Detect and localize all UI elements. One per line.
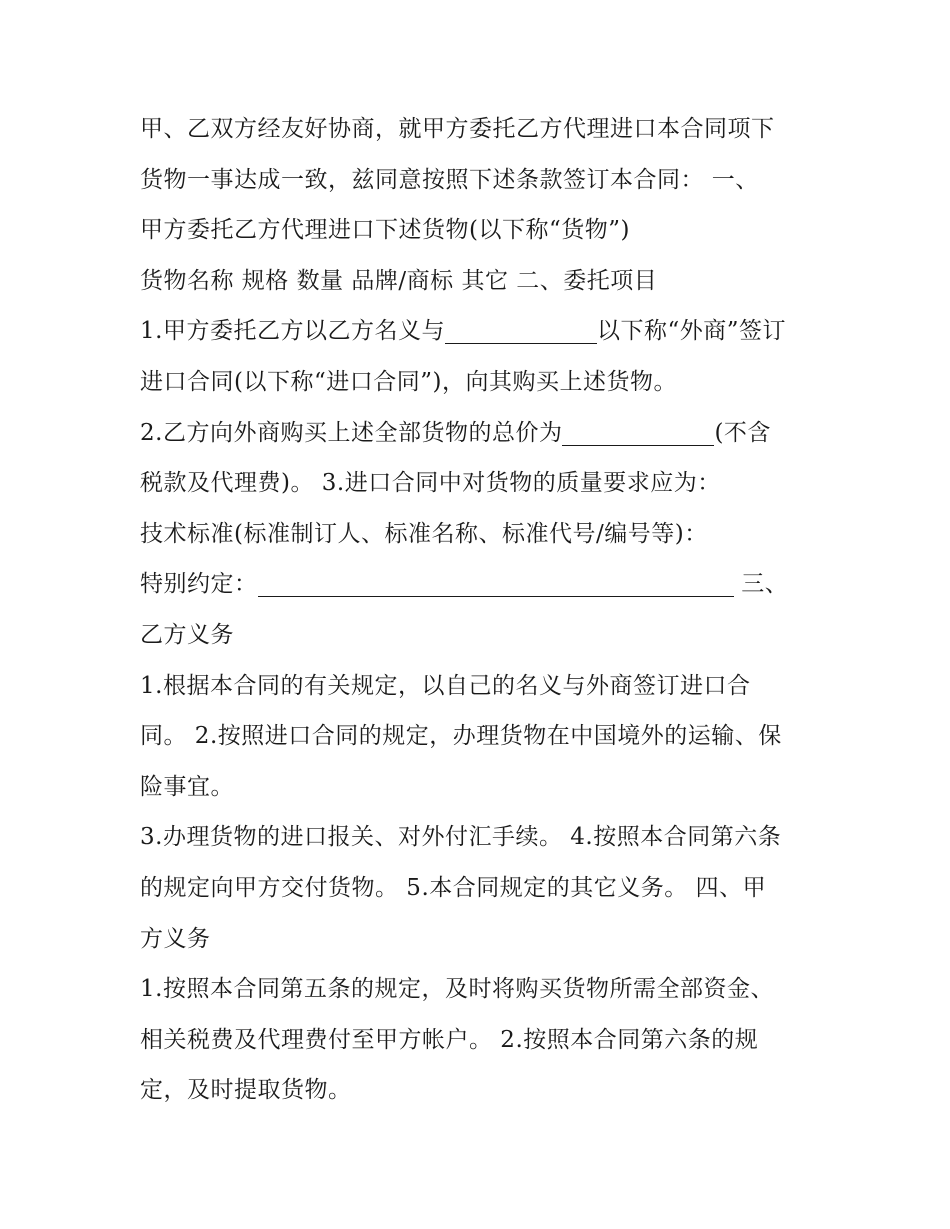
text-line: 乙方义务 bbox=[140, 621, 234, 648]
fill-in-blank bbox=[562, 413, 714, 446]
fill-in-blank bbox=[445, 311, 597, 344]
line-text-after-blank: 以下称“外商”签订 bbox=[596, 318, 786, 345]
text-line-with-blank bbox=[140, 306, 820, 357]
text-line: 相关税费及代理费付至甲方帐户。 2.按照本合同第六条的规 bbox=[140, 1026, 759, 1053]
text-line: 甲方委托乙方代理进口下述货物(以下称“货物”) bbox=[140, 217, 630, 244]
text-line: 货物一事达成一致，兹同意按照下述条款签订本合同： 一、 bbox=[140, 166, 759, 193]
text-line-with-blank bbox=[140, 559, 820, 610]
text-line: 定，及时提取货物。 bbox=[140, 1077, 352, 1104]
line-text-before-blank: 1.甲方委托乙方以乙方名义与 bbox=[140, 318, 445, 345]
text-line: 1.按照本合同第五条的规定，及时将购买货物所需全部资金、 bbox=[140, 976, 774, 1003]
text-line: 1.根据本合同的有关规定，以自己的名义与外商签订进口合 bbox=[140, 672, 751, 699]
text-line: 险事宜。 bbox=[140, 773, 234, 800]
text-line: 的规定向甲方交付货物。 5.本合同规定的其它义务。 四、甲 bbox=[140, 874, 767, 901]
text-line: 甲、乙双方经友好协商，就甲方委托乙方代理进口本合同项下 bbox=[140, 116, 775, 142]
fill-in-blank bbox=[258, 564, 734, 597]
text-line: 税款及代理费)。 3.进口合同中对货物的质量要求应为： bbox=[140, 470, 721, 497]
text-line: 方义务 bbox=[140, 925, 211, 952]
line-text-after-blank: 三、 bbox=[733, 571, 789, 598]
text-line: 技术标准(标准制订人、标准名称、标准代号/编号等)： bbox=[140, 520, 708, 547]
line-text-before-blank: 特别约定： bbox=[140, 571, 258, 598]
text-line: 进口合同(以下称“进口合同”)，向其购买上述货物。 bbox=[140, 368, 677, 395]
text-line-with-blank bbox=[140, 408, 820, 459]
contract-body bbox=[140, 104, 820, 1116]
text-line: 同。 2.按照进口合同的规定，办理货物在中国境外的运输、保 bbox=[140, 723, 782, 750]
line-text-before-blank: 2.乙方向外商购买上述全部货物的总价为 bbox=[140, 419, 563, 446]
line-text-after-blank: (不含 bbox=[714, 419, 771, 446]
text-line: 3.办理货物的进口报关、对外付汇手续。 4.按照本合同第六条 bbox=[140, 824, 782, 851]
text-line: 货物名称 规格 数量 品牌/商标 其它 二、委托项目 bbox=[140, 267, 658, 294]
